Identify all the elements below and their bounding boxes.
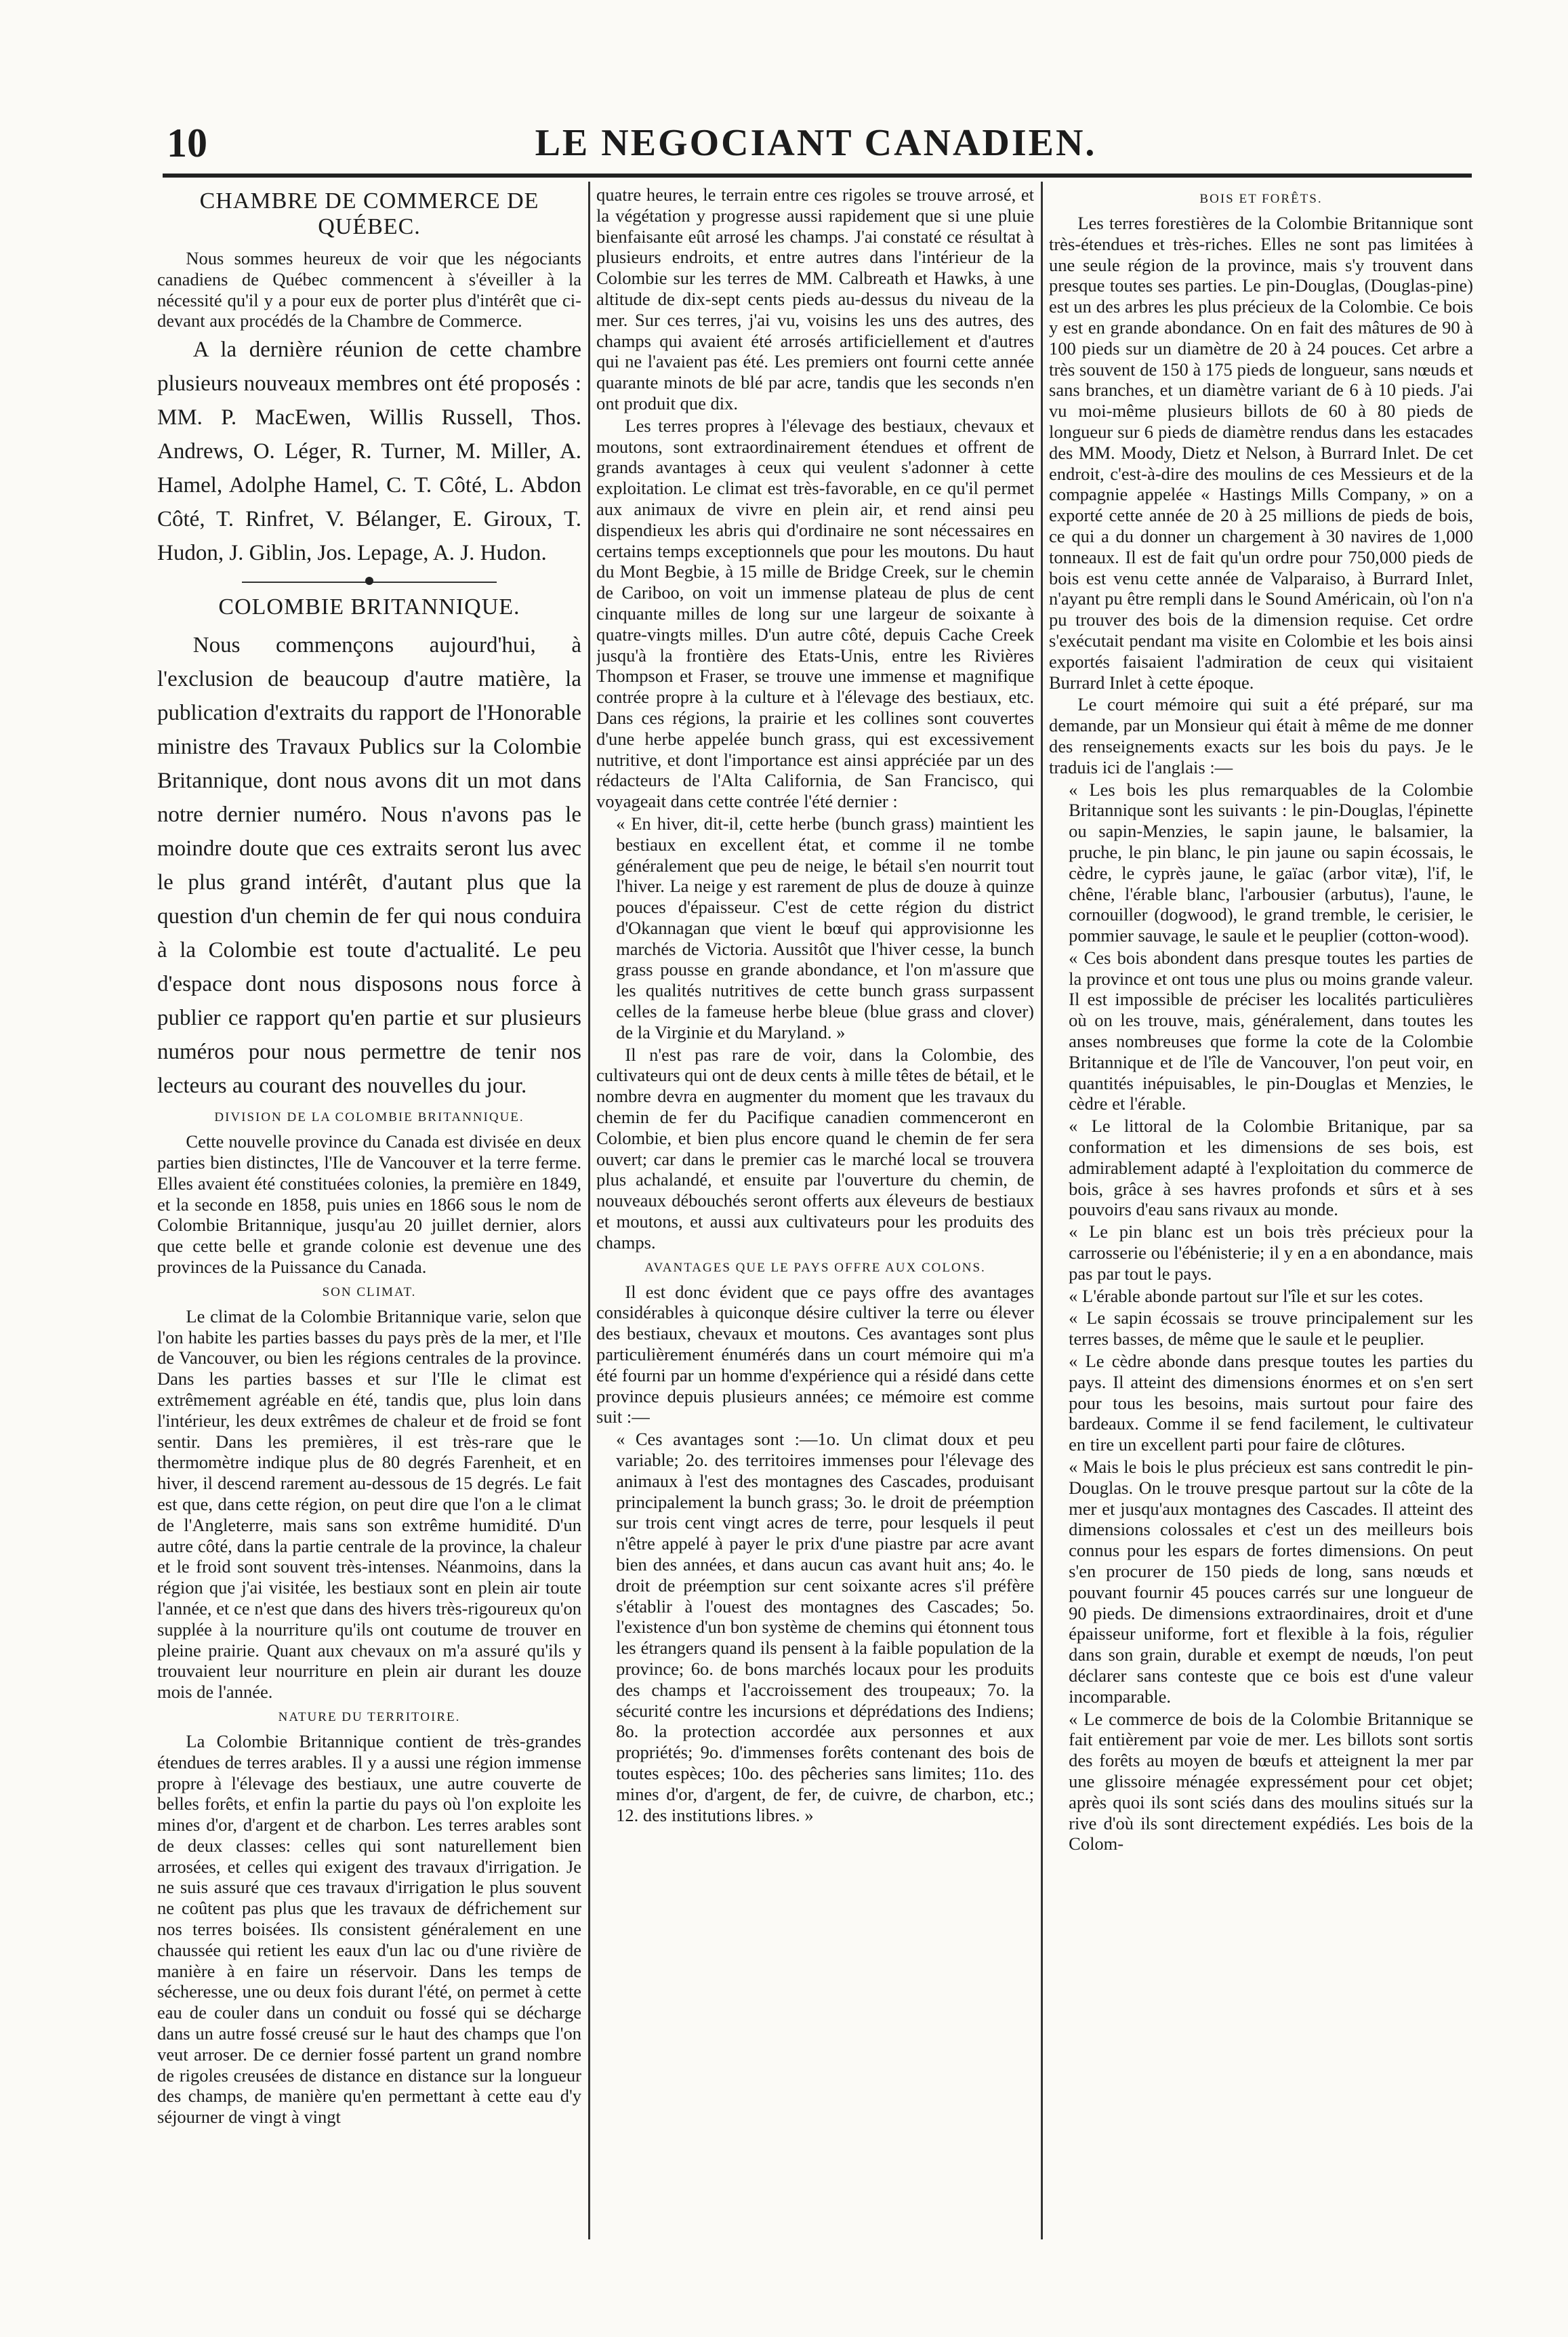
header-rule <box>163 174 1472 178</box>
paragraph: A la dernière réunion de cette chambre plusieurs nouveaux membres ont été proposés : MM. P. MacEwen, Willis Russell, Thos. Andrews, O. Léger, R. Turner, M. Miller, A. Hamel, Adolphe Hamel, C. T. Côté, L. Abdon Côté, T. Rinfret, V. Bélanger, E. Giroux, T. Hudon, J. Giblin, Jos. Lepage, A. J. Hudon. <box>157 338 581 566</box>
ornament-divider <box>157 575 581 589</box>
subheading-climat: SON CLIMAT. <box>322 1284 417 1299</box>
paragraph: Le court mémoire qui suit a été préparé, sur ma demande, par un Monsieur qui était à même de me donner des renseignements exacts sur les bois du pays. Je le traduis ici de l'anglais :— <box>1049 694 1473 777</box>
quotation-paragraph: « Le cèdre abonde dans presque toutes les parties du pays. Il atteint des dimensions énormes et on s'en sert pour tous les besoins, mais surtout pour faire des bardeaux. Comme il se fend facilement, le cultivateur en tire un excellent parti pour faire de clôtures. <box>1069 1351 1473 1455</box>
paragraph: Le climat de la Colombie Britannique varie, selon que l'on habite les parties basses du pays près de la mer, et l'Ile de Vancouver, ou bien les régions centrales de la province. Dans les parties basses et sur l'Ile le climat est extrêmement agréable en été, tandis que, plus loin dans l'intérieur, les deux extrêmes de chaleur et de froid se font sentir. Dans les premières, il est très-rare que le thermomètre indique plus de 80 degrés Farenheit, et en hiver, il descend rarement au-dessous de 15 degrés. Le fait est que, dans cette région, on peut dire que l'on a le climat de l'Angleterre, mais sans son extrême humidité. D'un autre côté, dans la partie centrale de la province, la chaleur et le froid sont souvent très-intenses. Néanmoins, dans la région que j'ai visitée, les bestiaux sont en plein air toute l'année, et ce n'est que dans des hivers très-rigoureux qu'on supplée à la nourriture qu'ils ont coutume de trouver en pleine prairie. Quant aux chevaux on m'a assuré qu'ils y trouvaient leur nourriture en plein air durant les douze mois de l'année. <box>157 1305 581 1703</box>
article-heading-colombie: COLOMBIE BRITANNIQUE. <box>218 594 520 620</box>
subheading-bois: BOIS ET FORÊTS. <box>1199 192 1323 206</box>
column-3 <box>1049 184 1473 2245</box>
paragraph: La Colombie Britannique contient de très-grandes étendues de terres arables. Il y a aussi une région immense propre à l'élevage des bestiaux, une autre couverte de belles forêts, et enfin la partie du pays où l'on exploite les mines d'or, d'argent et de charbon. Les terres arables sont de deux classes: celles qui sont naturellement bien arrosées, et celles qui exigent des travaux d'irrigation. Je ne suis assuré que ces travaux d'irrigation le plus souvent ne coûtent pas plus que les travaux de défrichement sur nos terres boisées. Ils consistent généralement en une chaussée qui retient les eaux d'un lac ou d'une rivière de manière à en faire un réservoir. Dans les temps de sécheresse, une ou deux fois durant l'été, on permet à cette eau de couler dans un conduit ou fossé qui se décharge dans un autre fossé creusé sur le haut des champs que l'on veut arroser. De ce dernier fossé partent un grand nombre de rigoles creusées de distance en distance sur la longueur des champs, de manière qu'en permettant à cette eau d'y séjourner de vingt à vingt <box>157 1730 581 2128</box>
quotation-paragraph: « Le pin blanc est un bois très précieux pour la carrosserie ou l'ébénisterie; il y en a en abondance, mais pas par tout le pays. <box>1069 1221 1473 1284</box>
masthead <box>167 119 1465 167</box>
paragraph: quatre heures, le terrain entre ces rigoles se trouve arrosé, et la végétation y progresse aussi rapidement que si une pluie bienfaisante eût arrosé les champs. J'ai constaté ce résultat à plusieurs endroits, et entre autres dans l'intérieur de la Colombie sur les terres de MM. Calbreath et Hawks, à une altitude de dix-sept cents pieds au-dessus du niveau de la mer. Sur ces terres, j'ai vu, voisins les uns des autres, des champs qui avaient été arrosés artificiellement et d'autres qui ne l'avaient pas été. Les premiers ont fourni cette année quarante minots de blé par acre, tandis que les seconds n'en ont produit que dix. <box>596 184 1034 413</box>
quotation-paragraph: « Mais le bois le plus précieux est sans contredit le pin-Douglas. On le trouve presque partout sur la côte de la mer et jusqu'aux montagnes des Cascades. Il atteint des dimensions colossales et c'est un des meilleurs bois connus pour les espars de fortes dimensions. On peut s'en procurer de 150 pieds de long, sans nœuds et pouvant fournir 45 pouces carrés sur une longueur de 90 pieds. De dimensions extraordinaires, droit et d'une épaisseur uniforme, fort et flexible à la fois, régulier dans son grain, durable et exempt de nœuds, l'on peut déclarer sans conteste que ce bois est d'une valeur incomparable. <box>1069 1457 1473 1707</box>
quotation-paragraph: « Le commerce de bois de la Colombie Britannique se fait entièrement par voie de mer. Les billots sont sortis des forêts au moyen de bœufs et atteignent la mer par une glissoire ménagée expressément pour cet objet; après quoi ils sont sciés dans des moulins situés sur la rive d'où ils sont directement expédiés. Les bois de la Colom- <box>1069 1708 1473 1854</box>
article-heading-chambre: CHAMBRE DE COMMERCE DE QUÉBEC. <box>199 188 539 239</box>
column-rule-right <box>1041 182 1043 2239</box>
paragraph: Nous commençons aujourd'hui, à l'exclusion de beaucoup d'autre matière, la publication d'extraits du rapport de l'Honorable ministre des Travaux Publics sur la Colombie Britannique, dont nous avons dit un mot dans notre dernier numéro. Nous n'avons pas le moindre doute que ces extraits seront lus avec le plus grand intérêt, d'autant plus que la question d'un chemin de fer qui nous conduira à la Colombie est toute d'actualité. Le peu d'espace dont nous disposons nous force à publier ce rapport qu'en partie et sur plusieurs numéros pour nous permettre de tenir nos lecteurs au courant des nouvelles du jour. <box>157 633 581 1099</box>
publication-title: LE NEGOCIANT CANADIEN. <box>535 122 1097 164</box>
subheading-division: DIVISION DE LA COLOMBIE BRITANNIQUE. <box>214 1110 524 1125</box>
subheading-avantages: AVANTAGES QUE LE PAYS OFFRE AUX COLONS. <box>644 1260 986 1275</box>
quotation-paragraph: « Le sapin écossais se trouve principalement sur les terres basses, de même que le saule et le peuplier. <box>1069 1307 1473 1349</box>
quotation-paragraph: « Les bois les plus remarquables de la Colombie Britannique sont les suivants : le pin-Douglas, l'épinette ou sapin-Menzies, le sapin jaune, le balsamier, la pruche, le pin blanc, le pin jaune ou sapin écossais, le cèdre, le cyprès jaune, le gaïac (arbor vitæ), l'if, le chêne, l'érable blanc, l'arbousier (arbutus), l'aune, le cornouiller (dogwood), le grand tremble, le cerisier, le pommier sauvage, le saule et le peuplier (cotton-wood). <box>1069 779 1473 946</box>
quotation-paragraph: « Ces avantages sont :—1o. Un climat doux et peu variable; 2o. des territoires immenses pour l'élevage des animaux à l'est des montagnes des Cascades, produisant principalement la bunch grass; 3o. le droit de préemption sur trois cent vingt acres de terre, pour lesquels il peut n'être appelé à payer le prix d'une piastre par acre avant bien des années, et dans aucun cas avant huit ans; 4o. le droit de préemption sur cent soixante acres s'il préfère s'établir à l'ouest des montagnes des Cascades; 5o. l'existence d'un bon système de chemins qui étonnent tous les étrangers quand ils pensent à la faible population de la province; 6o. de bons marchés locaux pour les produits des champs et l'accroissement des troupeaux; 7o. la sécurité contre les incursions et déprédations des Indiens; 8o. la protection accordée aux personnes et aux propriétés; 9o. d'immenses forêts contenant des bois de toutes espèces; 10o. des pêcheries sans limites; 11o. des mines d'or, d'argent, de fer, de cuivre, de charbon, etc.; 12. des institutions libres. » <box>616 1429 1034 1825</box>
paragraph: Les terres propres à l'élevage des bestiaux, chevaux et moutons, sont extraordinairement étendues et offrent de grands avantages à ceux qui veulent s'adonner à cette exploitation. Le climat est très-favorable, en ce qu'il permet aux animaux de vivre en plein air, et rend ainsi peu dispendieux les abris qui d'ordinaire ne sont nécessaires en certains temps exceptionnels que pour les moutons. Du haut du Mont Begbie, à 15 mille de Bridge Creek, sur le chemin de Cariboo, on voit un immense plateau de plus de cent cinquante milles de long sur une largeur de soixante à quatre-vingts milles. D'un autre côté, depuis Cache Creek jusqu'à la frontière des Etats-Unis, entre les Rivières Thompson et Fraser, se trouve une immense et magnifique contrée propre à la culture et à l'élevage des bestiaux, etc. Dans ces régions, la prairie et les collines sont couvertes d'une herbe appelée bunch grass, qui est excessivement nutritive, et dont l'importance est ainsi appréciée par un des rédacteurs de l'Alta California, de San Francisco, qui voyageait dans cette contrée l'été dernier : <box>596 415 1034 812</box>
column-rule-left <box>588 182 590 2239</box>
paragraph: Les terres forestières de la Colombie Britannique sont très-étendues et très-riches. Elles ne sont pas limitées à une seule région de la province, mais s'y trouvent dans presque toutes ses parties. Le pin-Douglas, (Douglas-pine) est un des arbres les plus précieux de la Colombie. Ce bois y est en grande abondance. On en fait des mâtures de 90 à 100 pieds sur un diamètre de 20 à 24 pouces. Cet arbre a très souvent de 150 à 175 pieds de longueur, sans nœuds et sans branches, et un diamètre variant de 6 à 10 pieds. J'ai vu moi-même plusieurs billots de 60 à 80 pieds de longueur sur 6 pieds de diamètre rendus dans les estacades des MM. Moody, Dietz et Nelson, à Burrard Inlet. De cet endroit, c'est-à-dire des moulins de ces Messieurs et de la compagnie appelée « Hastings Mills Company, » on a exporté cette année de 20 à 25 millions de pieds de bois, ce qui a du donner un chargement à 30 navires de 1,000 tonneaux. Il est de fait qu'un ordre pour 750,000 pieds de bois est venu cette année de Valparaiso, à Burrard Inlet, n'ayant pu être rempli dans le Sound Américain, où l'on n'a pu trouver des bois de la dimension requise. Cet ordre s'exécutait pendant ma visite en Colombie et les bois ainsi exportés faisaient l'admiration de ceux qui visitaient Burrard Inlet à cette époque. <box>1049 213 1473 693</box>
quotation-paragraph: « Le littoral de la Colombie Britanique, par sa conformation et les dimensions de ses bois, est admirablement adapté à l'exploitation du commerce de bois, grâce à ses havres profonds et sûrs et à ses pouvoirs d'eau sans rivaux au monde. <box>1069 1116 1473 1220</box>
quotation-paragraph: « L'érable abonde partout sur l'île et sur les cotes. <box>1069 1285 1424 1306</box>
paragraph: Nous sommes heureux de voir que les négociants canadiens de Québec commencent à s'éveiller à la nécessité qu'il y a pour eux de porter plus d'intérêt que ci-devant aux procédés de la Chambre de Commerce. <box>157 248 581 331</box>
column-2 <box>596 184 1034 2245</box>
paragraph: Il est donc évident que ce pays offre des avantages considérables à quiconque désire cultiver la terre ou élever des bestiaux, chevaux et moutons. Ces avantages sont plus particulièrement énumérés dans un court mémoire qui m'a été fourni par un homme d'expérience qui a résidé dans cette province depuis plusieurs années; ce mémoire est comme suit :— <box>596 1281 1034 1427</box>
paragraph: Il n'est pas rare de voir, dans la Colombie, des cultivateurs qui ont de deux cents à mille têtes de bétail, et le nombre devra en augmenter du moment que les travaux du chemin de fer du Pacifique canadien commenceront en Colombie, et bien plus encore quand le chemin de fer sera ouvert; car dans le premier cas le marché local se trouvera plus achalandé, et ensuite par l'ouverture du chemin, de nouveaux débouchés seront offerts aux éleveurs de bestiaux et moutons, et aussi aux cultivateurs pour les produits des champs. <box>596 1044 1034 1253</box>
column-1 <box>157 184 581 2245</box>
paragraph: Cette nouvelle province du Canada est divisée en deux parties bien distinctes, l'Ile de Vancouver et la terre ferme. Elles avaient été constituées colonies, la première en 1849, et la seconde en 1858, puis unies en 1866 sous le nom de Colombie Britannique, jusqu'au 20 juillet dernier, alors que cette belle et grande colonie est devenue une des provinces de la Puissance du Canada. <box>157 1131 581 1277</box>
quotation-paragraph: « Ces bois abondent dans presque toutes les parties de la province et ont tous une plus ou moins grande valeur. Il est impossible de préciser les localités particulières où on les trouve, mais, généralement, dans toutes les anses nombreuses que forme la cote de la Colombie Britannique et de l'île de Vancouver, l'on peut voir, en quantités inépuisables, le pin-Douglas et Menzies, le cèdre et l'érable. <box>1069 947 1473 1114</box>
quotation-paragraph: « En hiver, dit-il, cette herbe (bunch grass) maintient les bestiaux en excellent état, et comme il ne tombe généralement que peu de neige, le bétail s'en nourrit tout l'hiver. La neige y est rarement de plus de douze à quinze pouces d'épaisseur. C'est de cette région du district d'Okannagan que vient le bœuf qui approvisionne les marchés de Victoria. Aussitôt que l'hiver cesse, la bunch grass pousse en grande abondance, et l'on m'assure que les qualités nutritives de cette bunch grass surpassent celles de la fameuse herbe bleue (blue grass and clover) de la Virginie et du Maryland. » <box>616 813 1034 1042</box>
page-number: 10 <box>167 121 207 165</box>
subheading-nature: NATURE DU TERRITOIRE. <box>278 1709 461 1724</box>
